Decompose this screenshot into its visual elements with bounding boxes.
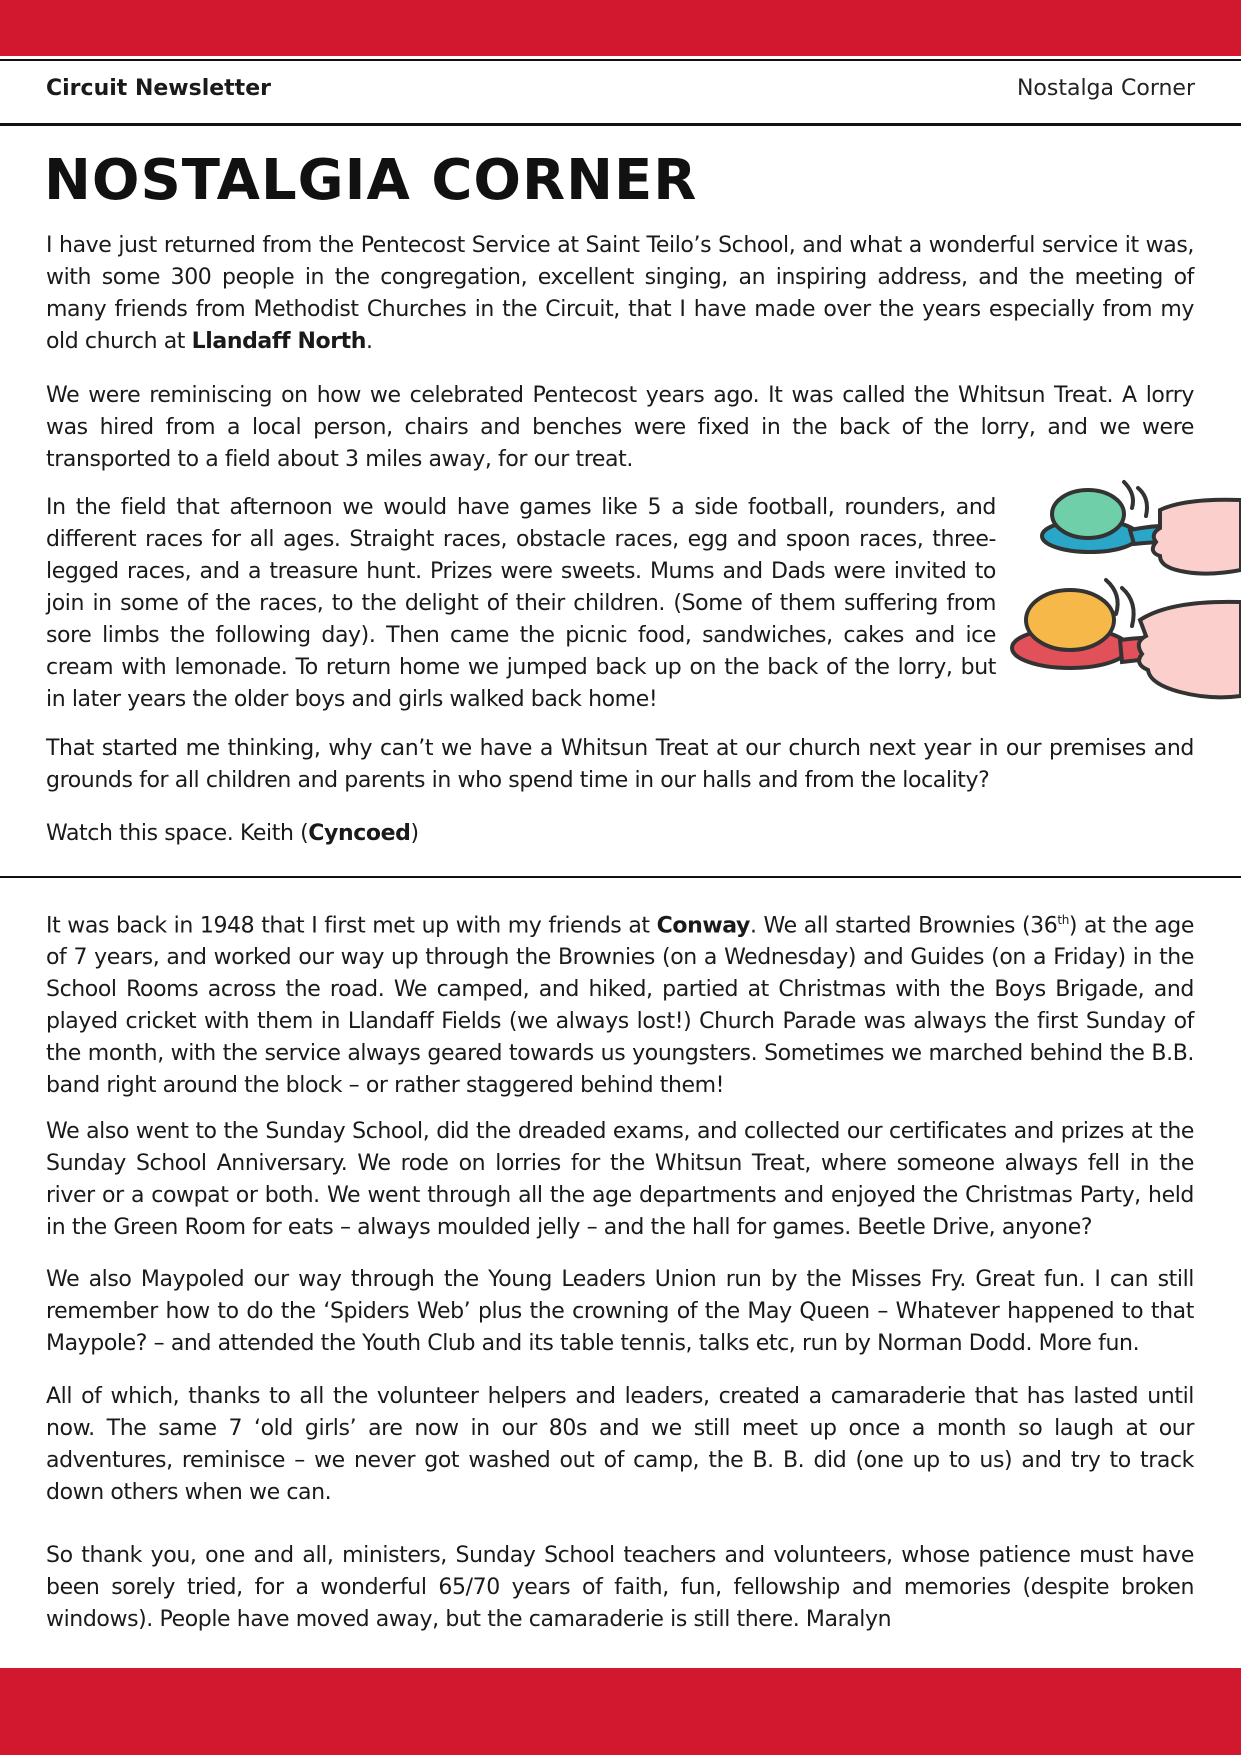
newsletter-name: Circuit Newsletter xyxy=(46,76,271,101)
egg-spoon-bottom xyxy=(1012,580,1241,697)
egg-and-spoon-icon xyxy=(1010,470,1241,730)
article2-paragraph-4: All of which, thanks to all the volunteer helpers and leaders, created a camaraderie that has lasted until now. The same 7 ‘old girls’ are now in our 80s and we still meet up once a month so laugh at our adventures, reminisce – we never got washed out of camp, the B. B. did (one up to us) and try to track down others when we can. xyxy=(46,1384,1194,1505)
page-header xyxy=(46,76,1195,106)
article1-paragraph-3: In the field that afternoon we would have games like 5 a side football, rounders, and different races for all ages. Straight races, obstacle races, egg and spoon races, three-legged races, and a treasure hunt. Prizes were sweets. Mums and Dads were invited to join in some of the races, to the delight of their children. (Some of them suffering from sore limbs the following day). Then came the picnic food, sandwiches, cakes and ice cream with lemonade. To return home we jumped back up on the back of the lorry, but in later years the older boys and girls walked back home! xyxy=(46,495,996,712)
egg-spoon-top xyxy=(1042,482,1241,574)
article1-paragraph-4: That started me thinking, why can’t we have a Whitsun Treat at our church next year in our premises and grounds for all children and parents in who spend time in our halls and from the locality? xyxy=(46,736,1194,793)
section-divider xyxy=(0,876,1241,878)
church-name: Conway xyxy=(656,913,750,939)
signature-church: Cyncoed xyxy=(308,821,411,846)
article1-paragraph-1: I have just returned from the Pentecost Service at Saint Teilo’s School, and what a wonderful service it was, with some 300 people in the congregation, excellent singing, an inspiring address, and the meeting of many friends from Methodist Churches in the Circuit, that I have made over the years especially from my old church at Llandaff North. xyxy=(46,233,1194,354)
article1-paragraph-2: We were reminiscing on how we celebrated Pentecost years ago. It was called the Whitsun Treat. A lorry was hired from a local person, chairs and benches were fixed in the back of the lorry, and we were transported to a field about 3 miles away, for our treat. xyxy=(46,383,1194,472)
page-title: NOSTALGIA CORNER xyxy=(44,148,698,213)
article2-paragraph-1: It was back in 1948 that I first met up with my friends at Conway. We all started Brownies (36th) at the age of 7 years, and worked our way up through the Brownies (on a Wednesday) and Guides (on a Friday) in the School Rooms across the road. We camped, and hiked, partied at Christmas with the Boys Brigade, and played cricket with them in Llandaff Fields (we always lost!) Church Parade was always the first Sunday of the month, with the service always geared towards us youngsters. Sometimes we marched behind the B.B. band right around the block – or rather staggered behind them! xyxy=(46,913,1194,1099)
article2-paragraph-2: We also went to the Sunday School, did the dreaded exams, and collected our certificates and prizes at the Sunday School Anniversary. We rode on lorries for the Whitsun Treat, where someone always fell in the river or a cowpat or both. We went through all the age departments and enjoyed the Christmas Party, held in the Green Room for eats – always moulded jelly – and the hall for games. Beetle Drive, anyone? xyxy=(46,1119,1194,1240)
top-rule xyxy=(0,59,1241,61)
section-name: Nostalga Corner xyxy=(1016,76,1195,101)
article1-signature: Watch this space. Keith (Cyncoed) xyxy=(46,821,419,846)
article2-paragraph-5: So thank you, one and all, ministers, Sunday School teachers and volunteers, whose patience must have been sorely tried, for a wonderful 65/70 years of faith, fun, fellowship and memories (despite broken windows). People have moved away, but the camaraderie is still there. Maralyn xyxy=(46,1543,1194,1632)
bottom-banner xyxy=(0,1668,1241,1755)
header-rule xyxy=(0,123,1241,126)
top-banner xyxy=(0,0,1241,56)
article2-paragraph-3: We also Maypoled our way through the Young Leaders Union run by the Misses Fry. Great fun. I can still remember how to do the ‘Spiders Web’ plus the crowning of the May Queen – Whatever happened to that Maypole? – and attended the Youth Club and its table tennis, talks etc, run by Norman Dodd. More fun. xyxy=(46,1267,1194,1356)
church-name: Llandaff North xyxy=(191,329,367,354)
